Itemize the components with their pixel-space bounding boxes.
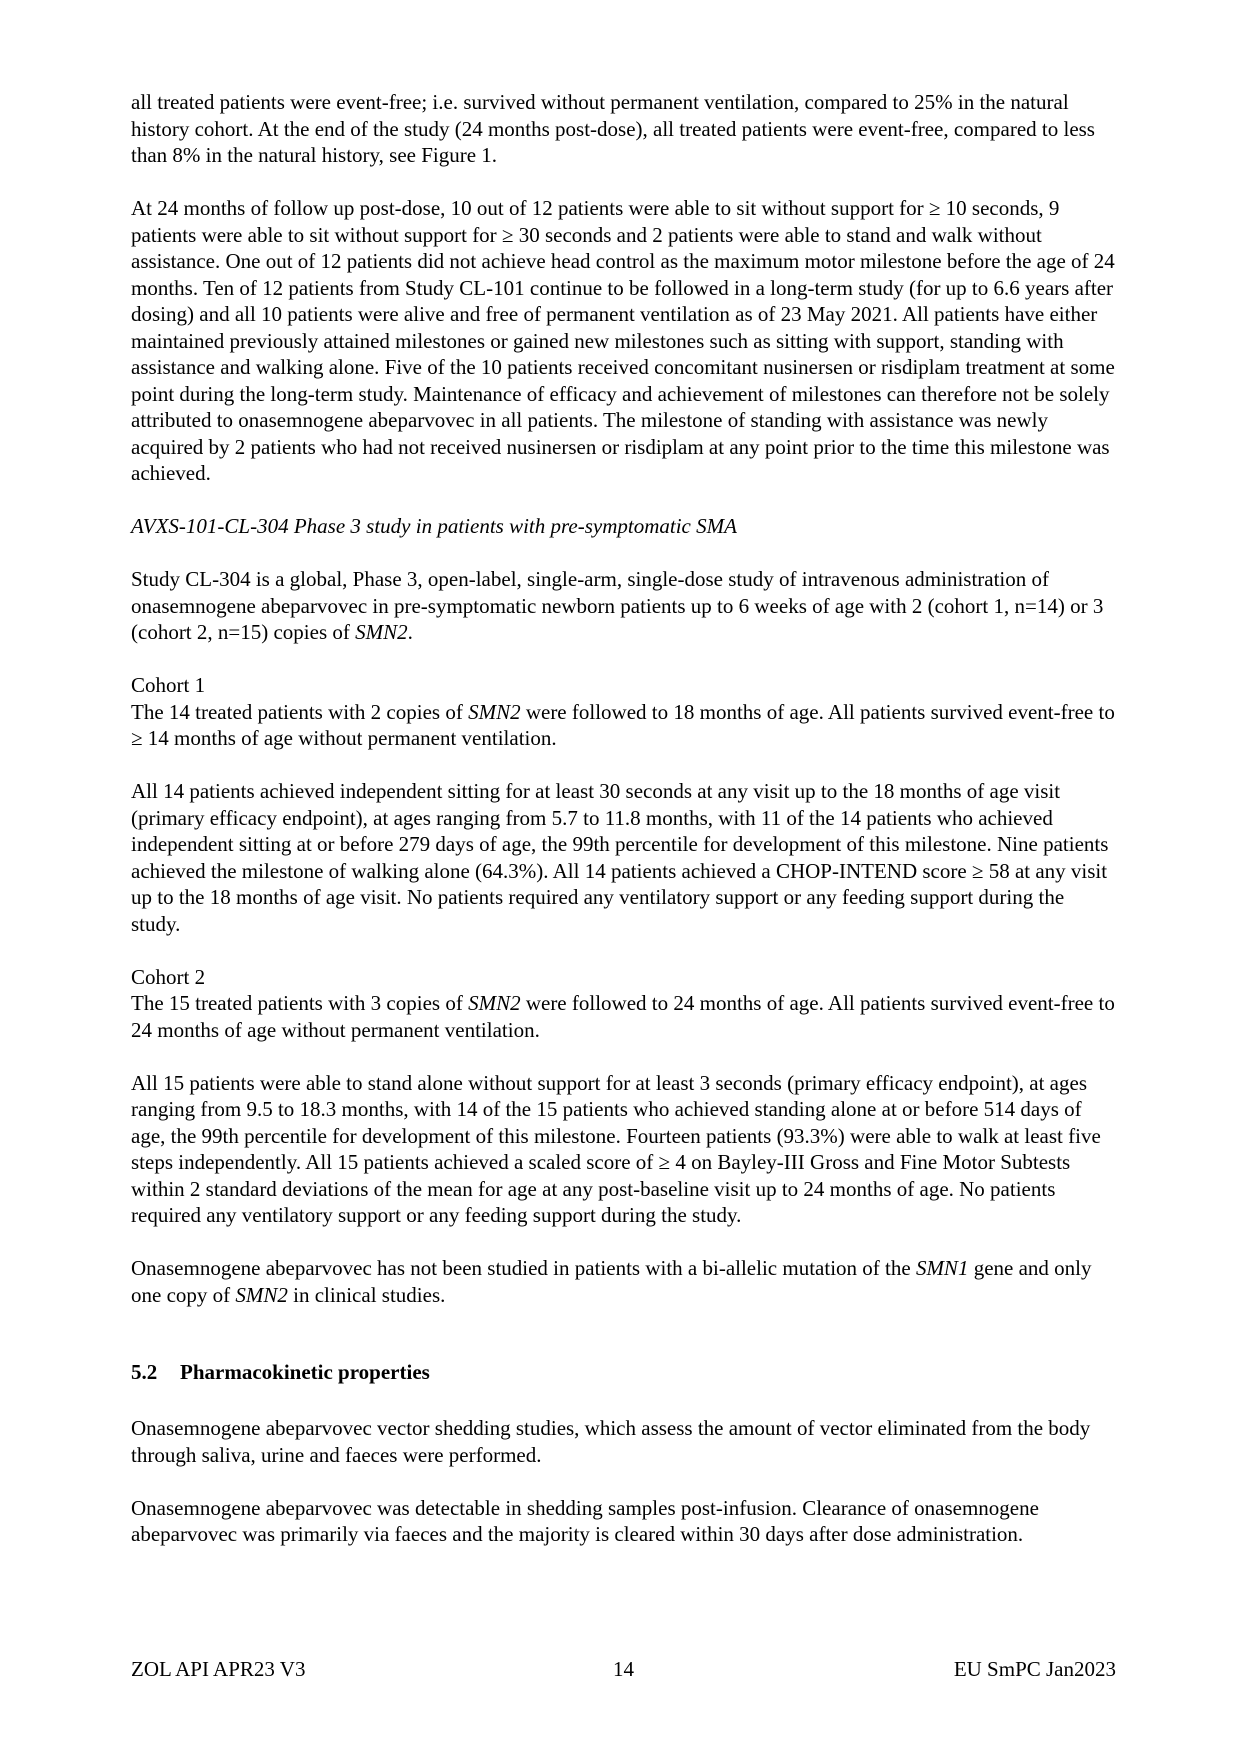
footer-version-label: EU SmPC Jan2023 (953, 1657, 1116, 1681)
section-number: 5.2 (131, 1360, 158, 1384)
gene-name-smn2: SMN2 (468, 699, 521, 724)
text-run: The 15 treated patients with 3 copies of (131, 991, 469, 1015)
cohort1-title: Cohort 1 (131, 673, 206, 697)
gene-name-smn2: SMN2 (355, 620, 408, 644)
gene-name-smn1: SMN1 (915, 1256, 969, 1280)
paragraph-natural-history-continuation: all treated patients were event-free; i.e. survived without permanent ventilation, compared to 25% in the natural history cohort. At the end of the study (24 months post-dose), all treated patients were event-free, compared to less than 8% in the natural history, see Figure 1. (131, 90, 1095, 167)
text-run: were followed to 24 months of age. All patients survived event-free to 24 months of age without permanent ventilation. (131, 991, 1115, 1042)
text-run: The 14 treated patients with 2 copies of (131, 699, 469, 724)
cohort2-summary (131, 990, 1116, 1043)
text-run: gene and only one copy of (131, 1256, 1092, 1307)
text-run: in clinical studies. (287, 1282, 446, 1307)
cohort1-summary (131, 699, 1116, 752)
footer-document-code: ZOL API APR23 V3 (131, 1657, 306, 1681)
page-body-text (131, 89, 1116, 1574)
text-run: Onasemnogene abeparvovec has not been studied in patients with a bi-allelic mutation of the (131, 1256, 916, 1280)
paragraph-shedding-clearance: Onasemnogene abeparvovec was detectable in shedding samples post-infusion. Clearance of onasemnogene abeparvovec was primarily via faeces and the majority is cleared within 30 days after dose administration. (131, 1495, 1039, 1546)
section-title: Pharmacokinetic properties (180, 1360, 430, 1384)
paragraph-cohort2-details: All 15 patients were able to stand alone without support for at least 3 seconds (primary efficacy endpoint), at ages ranging from 9.5 to 18.3 months, with 14 of the 15 patients who achieved standing alone at or before 514 days of age, the 99th percentile for development of this milestone. Fourteen patients (93.3%) were able to walk at least five steps independently. All 15 patients achieved a scaled score of ≥ 4 on Bayley-III Gross and Fine Motor Subtests within 2 standard deviations of the mean for age at any post-baseline visit up to 24 months of age. No patients required any ventilatory support or any feeding support during the study. (131, 1070, 1101, 1227)
footer-page-number: 14 (613, 1657, 634, 1681)
section-5-2-heading (131, 1359, 1116, 1386)
gene-name-smn2: SMN2 (235, 1282, 288, 1307)
paragraph-24-month-followup: At 24 months of follow up post-dose, 10 out of 12 patients were able to sit without support for ≥ 10 seconds, 9 patients were able to sit without support for ≥ 30 seconds and 2 patients were able to stand and walk without assistance. One out of 12 patients did not achieve head control as the maximum motor milestone before the age of 24 months. Ten of 12 patients from Study CL-101 continue to be followed in a long-term study (for up to 6.6 years after dosing) and all 10 patients were alive and free of permanent ventilation as of 23 May 2021. All patients have either maintained previously attained milestones or gained new milestones such as sitting with support, standing with assistance and walking alone. Five of the 10 patients received concomitant nusinersen or risdiplam treatment at some point during the long-term study. Maintenance of efficacy and achievement of milestones can therefore not be solely attributed to onasemnogene abeparvovec in all patients. The milestone of standing with assistance was newly acquired by 2 patients who had not received nusinersen or risdiplam at any point prior to the time this milestone was achieved. (131, 196, 1115, 485)
text-run: . (407, 620, 413, 644)
gene-name-smn2: SMN2 (468, 991, 521, 1015)
text-run: were followed to 18 months of age. All patients survived event-free to ≥ 14 months of age without permanent ventilation. (131, 699, 1115, 750)
study-cl304-heading: AVXS-101-CL-304 Phase 3 study in patients with pre-symptomatic SMA (131, 514, 737, 538)
cohort2-block (131, 964, 1116, 1044)
paragraph-study-cl304-intro (131, 566, 1116, 646)
text-run: Study CL-304 is a global, Phase 3, open-label, single-arm, single-dose study of intravenous administration of onasemnogene abeparvovec in pre-symptomatic newborn patients up to 6 weeks of age with 2 (cohort 1, n=14) or 3 (cohort 2, n=15) copies of (131, 567, 1104, 644)
page-footer (131, 1656, 1116, 1683)
paragraph-shedding-studies: Onasemnogene abeparvovec vector shedding studies, which assess the amount of vector eliminated from the body through saliva, urine and faeces were performed. (131, 1416, 1091, 1467)
cohort1-block (131, 672, 1116, 752)
paragraph-cohort1-details: All 14 patients achieved independent sitting for at least 30 seconds at any visit up to the 18 months of age visit (primary efficacy endpoint), at ages ranging from 5.7 to 11.8 months, with 11 of the 14 patients who achieved independent sitting at or before 279 days of age, the 99th percentile for development of this milestone. Nine patients achieved the milestone of walking alone (64.3%). All 14 patients achieved a CHOP-INTEND score ≥ 58 at any visit up to the 18 months of age visit. No patients required any ventilatory support or any feeding support during the study. (131, 779, 1109, 936)
cohort2-title: Cohort 2 (131, 964, 206, 989)
paragraph-not-studied (131, 1255, 1116, 1308)
